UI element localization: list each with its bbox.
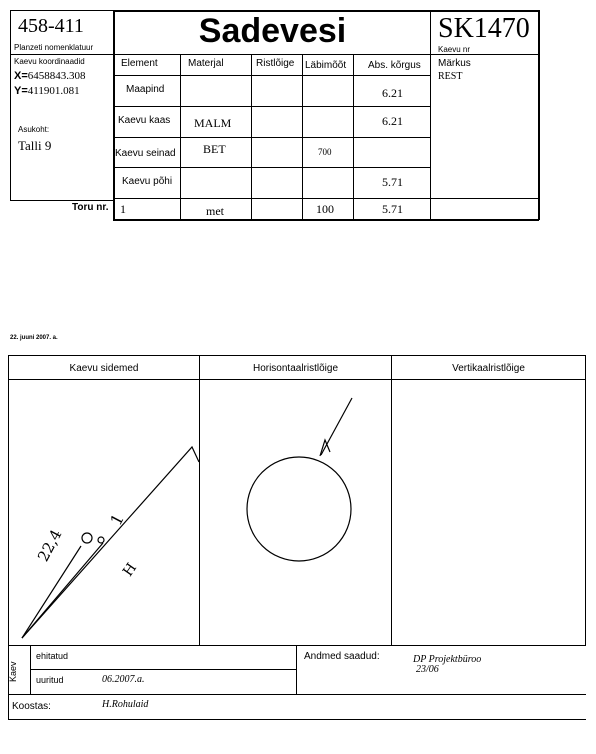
data-received-date: 23/06 [416, 664, 439, 675]
row-element: Kaevu põhi [122, 176, 173, 187]
coords-label: Kaevu koordinaadid [14, 57, 85, 66]
col-header-element: Element [121, 58, 158, 69]
section-horizontal: Horisontaalristlõige [252, 363, 339, 374]
col-header-remark: Märkus [438, 58, 471, 69]
sketch-pipe-label: H [120, 560, 141, 580]
sketch-pipe-number: 1 [106, 510, 128, 529]
compiled-value: H.Rohulaid [102, 699, 149, 710]
footer-vertical-label: Kaev [8, 661, 18, 682]
row-material: MALM [194, 116, 232, 130]
surveyed-label: uuritud [36, 675, 64, 685]
row-height: 6.21 [382, 86, 403, 100]
col-header-height: Abs. kõrgus [368, 60, 421, 71]
row-element: Kaevu seinad [115, 148, 176, 159]
section-vertical: Vertikaalristlõige [452, 363, 525, 374]
pipe-label: Toru nr. [72, 202, 109, 213]
pipe-diameter: 100 [316, 202, 334, 216]
data-received-value: DP Projektbüroo [413, 654, 482, 665]
section-connections: Kaevu sidemed [69, 363, 139, 374]
page-title: Sadevesi [198, 12, 347, 50]
built-label: ehitatud [36, 651, 69, 661]
location-value: Talli 9 [18, 138, 52, 153]
col-header-material: Materjal [188, 58, 224, 69]
coord-x-value: 6458843.308 [27, 70, 86, 82]
coord-x-label: X= [14, 70, 28, 82]
row-element: Maapind [126, 84, 165, 95]
well-number: SK1470 [438, 13, 530, 44]
well-number-label: Kaevu nr [438, 45, 471, 54]
compiled-label: Koostas: [12, 701, 51, 712]
row-height: 6.21 [382, 114, 403, 128]
pipe-number: 1 [120, 202, 126, 216]
row-height: 5.71 [382, 175, 403, 189]
pipe-height: 5.71 [382, 202, 403, 216]
data-received-label: Andmed saadud: [304, 651, 380, 662]
row-diameter: 700 [318, 147, 332, 157]
col-header-section: Ristlõige [256, 58, 295, 69]
row-element: Kaevu kaas [118, 115, 171, 126]
row-material: BET [203, 142, 226, 156]
date-stamp: 22. juuni 2007. a. [10, 335, 58, 341]
location-label: Asukoht: [18, 125, 50, 134]
col-header-diameter: Läbimõõt [305, 60, 347, 71]
surveyed-value: 06.2007.a. [102, 674, 145, 685]
nomenclature-number: 458-411 [18, 15, 84, 37]
coord-y-value: 411901.081 [27, 85, 80, 97]
pipe-material: met [206, 204, 224, 218]
nomenclature-label: Planzeti nomenklatuur [14, 43, 94, 52]
coord-y-label: Y= [14, 85, 28, 97]
remark-value: REST [438, 71, 463, 82]
horizontal-section-sketch [247, 398, 352, 561]
sketch-measure: 22,4 [34, 526, 66, 565]
